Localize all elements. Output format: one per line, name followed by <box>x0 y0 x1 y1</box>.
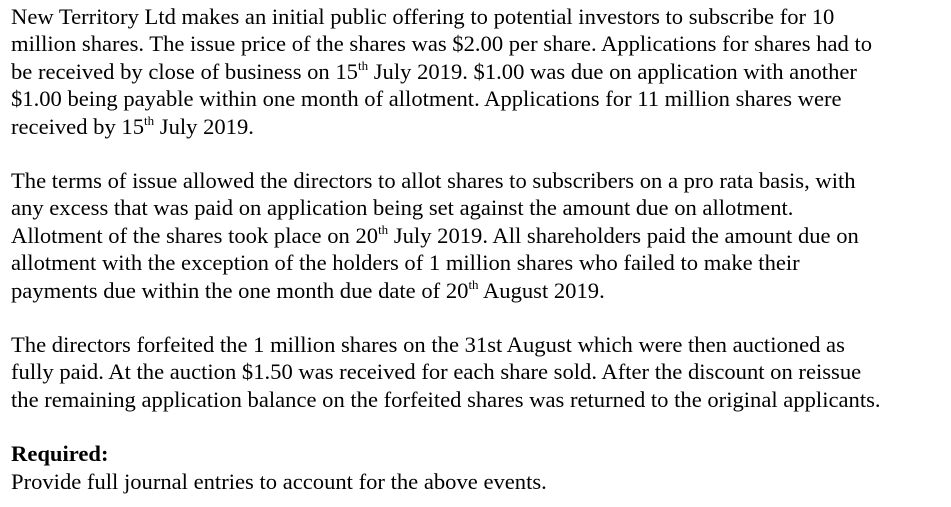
required-section <box>11 440 947 495</box>
text-line: fully paid. At the auction $1.50 was received for each share sold. After the discount on reissue <box>11 359 862 385</box>
required-instruction: Provide full journal entries to account for the above events. <box>11 468 547 494</box>
text-segment: received by 15 <box>11 113 144 139</box>
text-segment: August 2019. <box>478 277 605 303</box>
paragraph-spacer <box>11 413 947 440</box>
text-line: $1.00 being payable within one month of allotment. Applications for 11 million shares were <box>11 86 842 112</box>
required-heading: Required: <box>11 441 109 467</box>
paragraph-allotment <box>11 167 947 304</box>
ordinal-suffix: th <box>378 221 389 237</box>
text-segment: July 2019. <box>154 113 254 139</box>
text-segment: July 2019. All shareholders paid the amount due on <box>388 222 859 248</box>
text-line: any excess that was paid on application being set against the amount due on allotment. <box>11 195 794 221</box>
paragraph-forfeiture <box>11 331 947 413</box>
text-line: allotment with the exception of the holders of 1 million shares who failed to make their <box>11 250 800 276</box>
paragraph-spacer <box>11 304 947 331</box>
ordinal-suffix: th <box>144 112 155 128</box>
text-line <box>11 113 947 140</box>
text-line <box>11 277 947 304</box>
text-line <box>11 58 947 85</box>
text-segment: Allotment of the shares took place on 20 <box>11 222 379 248</box>
paragraph-spacer <box>11 140 947 167</box>
text-segment: be received by close of business on 15 <box>11 58 358 84</box>
paragraph-offering <box>11 3 947 140</box>
ordinal-suffix: th <box>468 276 479 292</box>
document <box>11 3 947 495</box>
text-line: the remaining application balance on the forfeited shares was returned to the original applicants. <box>11 386 881 412</box>
ordinal-suffix: th <box>357 57 369 73</box>
text-segment: payments due within the one month due date of 20 <box>11 277 469 303</box>
text-line <box>11 222 947 249</box>
text-segment: July 2019. $1.00 was due on application with another <box>368 58 857 84</box>
text-line: The directors forfeited the 1 million shares on the 31st August which were then auctioned as <box>11 332 845 358</box>
text-line: New Territory Ltd makes an initial public offering to potential investors to subscribe for 10 <box>11 4 835 29</box>
text-line: The terms of issue allowed the directors to allot shares to subscribers on a pro rata basis, with <box>11 168 856 194</box>
text-line: million shares. The issue price of the shares was $2.00 per share. Applications for shares had to <box>11 31 873 57</box>
